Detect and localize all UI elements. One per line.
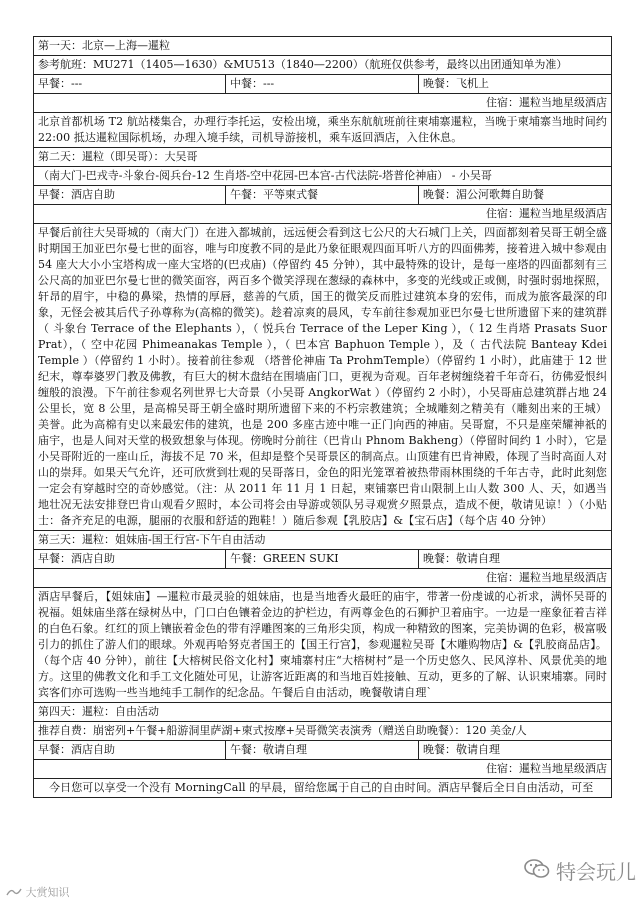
wechat-icon [524, 858, 550, 884]
day3-title: 第三天：暹粒：姐妹庙-国王行宫-下午自由活动 [34, 531, 612, 550]
day3-dinner: 晚餐：敬请自理 [419, 550, 612, 569]
day2-title: 第二天：暹粒（即吴哥）：大吴哥 [34, 148, 612, 167]
day1-breakfast: 早餐：--- [34, 75, 226, 94]
day4-breakfast: 早餐：酒店自助 [34, 741, 226, 760]
day3-breakfast: 早餐：酒店自助 [34, 550, 226, 569]
watermark-right-text: 特会玩儿 [556, 860, 636, 884]
itinerary-table [33, 36, 612, 798]
day1-flight: 参考航班：MU271（1405—1630）&MU513（1840—2200）（航班仅供参考，最终以出团通知单为准） [34, 56, 612, 75]
day1-hotel: 住宿：暹粒当地星级酒店 [34, 94, 612, 113]
day4-title: 第四天：暹粒：自由活动 [34, 703, 612, 722]
day4-dinner: 晚餐：敬请自理 [419, 741, 612, 760]
day4-recommend: 推荐自费：崩密列+午餐+船游洞里萨湖+柬式按摩+吴哥微笑表演秀（赠送自助晚餐）：120 美金/人 [34, 722, 612, 741]
day2-dinner: 晚餐：湄公河歌舞自助餐 [419, 186, 612, 205]
day2-hotel: 住宿：暹粒当地星级酒店 [34, 205, 612, 224]
day1-lunch: 中餐：--- [226, 75, 419, 94]
watermark-right [524, 856, 636, 885]
day3-hotel: 住宿：暹粒当地星级酒店 [34, 569, 612, 588]
day2-breakfast: 早餐：酒店自助 [34, 186, 226, 205]
day2-lunch: 午餐：平等柬式餐 [226, 186, 419, 205]
watermark-left [6, 884, 70, 900]
day2-description: 早餐后前往大吴哥城的（南大门）在进入都城前，远远便会看到这七公尺的大石城门上关，四面都刻着吴哥王朝全盛时期国王加亚巴尔曼七世的面容，唯与印度教不同的是此乃象征眼观四面耳听八方的四面佛莠，接着进入城中参观由 54 座大大小小宝塔构成一座大宝塔的(巴戎庙)（停留约 45 分钟），其中最特殊的设计，是每一座塔的四面都刻有三公尺高的加亚巴尔曼七世的微笑面容，两百多个微笑浮现在葱绿的森林中，多变的光线或正或侧，时强时弱地探照，轩昂的眉宇，中稳的鼻梁，热情的厚唇，慈善的气质，国王的微笑反而胜过建筑本身的宏伟，而成为旅客最深的印象，无怪会被其后代子孙尊称为(高棉的微笑)。趁着凉爽的晨风，专车前往参观加亚巴尔曼七世所遗留下来的建筑群（ 斗象台 Terrace of the Elephants ），（ 悦兵台 Terrace of the Leper King ），（ 12 生肖塔 Prasats Suor Prat），（ 空中花园 Phimeanakas Temple ），（ 巴本宫 Baphuon Temple ），及（ 古代法院 Banteay Kdei Temple ）（停留约 1 小时）。接着前往参观 （塔普伦神庙 Ta ProhmTemple）（停留约 1 小时），此庙建于 12 世纪末，尊奉婆罗门教及佛教，有巨大的树木盘结在围墙庙门口，更视为奇观。百年老树缠绕着千年奇石，彷佛爱恨纠缠般的浪漫。下午前往参观名列世界七大奇景（小吴哥 AngkorWat ）（停留约 2 小时），小吴哥庙总建筑群占地 24 公里长，宽 8 公里，是高棉吴哥王朝全盛时期所遗留下来的不朽宗教建筑；全城雕刻之精美有（雕刻出来的王城）美誉。此为高棉有史以来最宏伟的建筑，也是 200 多座古迹中唯一正门向西的神庙。吴哥窟，不只是座荣耀神祇的庙宇，也是人间对天堂的极致想象与体现。傍晚时分前往（巴肯山 Phnom Bakheng）（停留时间约 1 小时），它是小吴哥附近的一座山丘，海拔不足 70 米，但却是整个吴哥景区的制高点。山顶建有巴肯神殿，体现了当时高面人对山的崇拜。如果天气允许，还可欣赏到壮观的吴哥落日，金色的阳光笼罩着被热带雨林围绕的千年古寺，此时此刻您一定会有穿越时空的奇妙感觉。（注：从 2011 年 11 月 1 日起，柬铺寨巴肯山限制上山人数 300 人、天，如遇当地壮况无法安排登巴肯山观看夕照时，本公司将会由导游或领队另寻观赏夕照景点，造成不便，敬请见谅！）（小贴士：备齐充足的电源，腿丽的衣服和舒适的跑鞋！）随后参观【乳胶店】&【宝石店】（每个店 40 分钟） [34, 224, 612, 531]
day4-description: 今日您可以享受一个没有 MorningCall 的早晨，留给您属于自己的自由时间。酒店早餐后全日自由活动，可至 [34, 779, 612, 798]
day3-description: 酒店早餐后，【姐妹庙】—暹粒市最灵验的姐妹庙，也是当地香火最旺的庙宇，带著一份虔诚的心祈求，满怀吴哥的祝福。姐妹庙坐落在绿树丛中，门口白色镶着金边的护栏边，有两尊金色的石狮护卫着庙宇。一边是一座象征着吉祥的白色石象。红红的顶上镶嵌着金色的带有浮雕图案的三角形尖顶，构成一种精致的图案，完美协调的色彩，极富吸引力的抓住了游人们的眼球。外观再哈努克者国王的【国王行宫】，参观暹粒吴哥【木雕购物店】&【乳胶商品店】。（每个店 40 分钟），前往【大榕树民俗文化村】柬埔寨村庄“大榕树村”是一个历史悠久、民风淳朴、风景优美的地方。这里的佛教文化和手工文化随处可见，让游客近距离的和当地百姓接触、互动，更多的了解、认识柬埔寨。同时宾客们亦可选购一些当地纯手工制作的纪念品。午餐后自由活动，晚餐敬请自理` [34, 588, 612, 703]
day3-lunch: 午餐：GREEN SUKI [226, 550, 419, 569]
watermark-left-text: 大赏知识 [25, 886, 70, 899]
day4-hotel: 住宿：暹粒当地星级酒店 [34, 760, 612, 779]
day1-description: 北京首都机场 T2 航站楼集合，办理行李托运，安检出境，乘坐东航航班前往柬埔寨暹粒，当晚于柬埔寨当地时间约 22:00 抵达暹粒国际机场，办理入境手续，司机导游接机，乘车返回酒店，入住休息。 [34, 113, 612, 148]
watermark-logo-icon [6, 886, 26, 899]
day2-route: （南大门-巴戎寺-斗象台-阅兵台-12 生肖塔-空中花园-巴本宫-古代法院-塔普伦神庙） - 小吴哥 [34, 167, 612, 186]
page-bottom-mask [0, 895, 640, 905]
itinerary-sheet [33, 36, 611, 798]
day1-title: 第一天：北京—上海—暹粒 [34, 37, 612, 56]
day1-dinner: 晚餐：飞机上 [419, 75, 612, 94]
day4-lunch: 午餐：敬请自理 [226, 741, 419, 760]
